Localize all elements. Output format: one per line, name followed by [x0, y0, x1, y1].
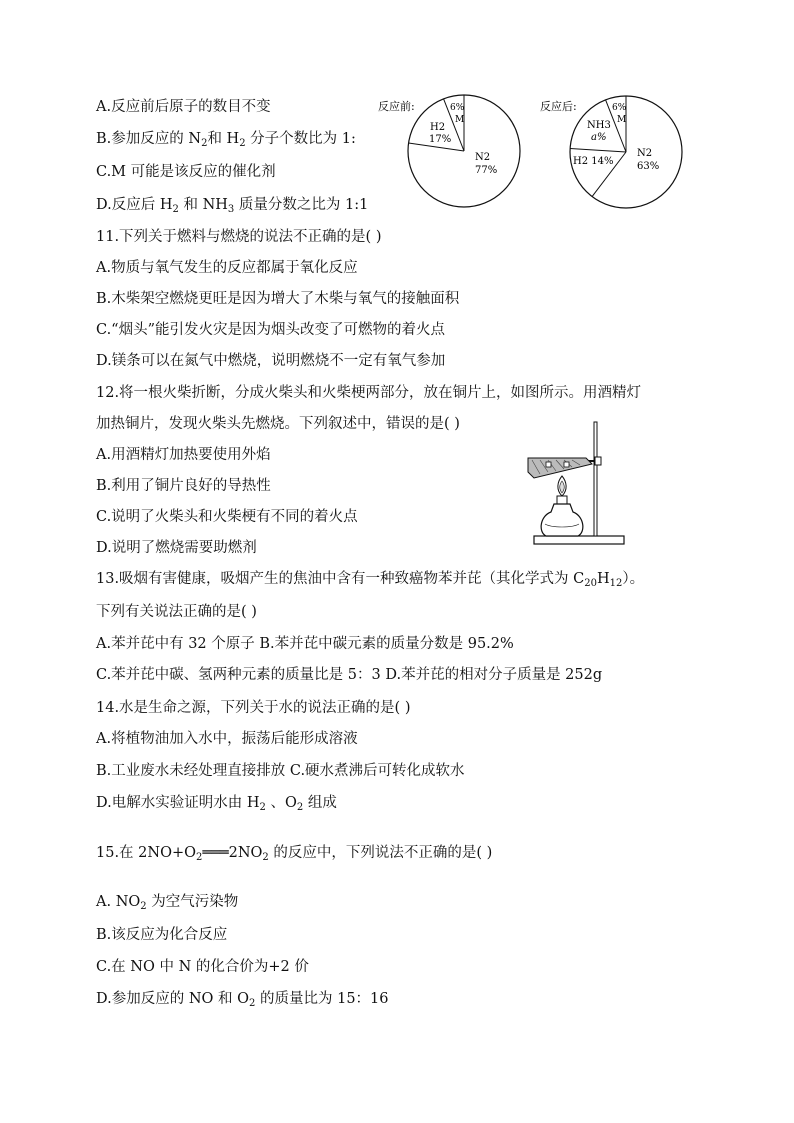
q11-option-b: B.木柴架空燃烧更旺是因为增大了木柴与氧气的接触面积	[96, 291, 460, 307]
pie-before-h2-pct: 17%	[429, 134, 452, 145]
pie-after-n2-label: N2	[637, 148, 653, 159]
q15-option-a: A. $NO_2$ 为空气污染物	[96, 894, 239, 912]
stand-rod	[594, 422, 597, 536]
lamp-wick-holder	[557, 496, 567, 504]
q11-option-c: C.“烟头”能引发火灾是因为烟头改变了可燃物的着火点	[96, 322, 446, 338]
alcohol-lamp-apparatus	[526, 420, 630, 548]
q15-option-b: B.该反应为化合反应	[96, 927, 228, 943]
pie-after-n2-pct: 63%	[637, 161, 660, 172]
q10-option-c: C.M 可能是该反应的催化剂	[96, 164, 276, 180]
pie-before-title: 反应前:	[378, 100, 415, 113]
q14-option-d: D.电解水实验证明水由 $H_2$ 、$O_2$ 组成	[96, 795, 337, 813]
q13-stem-line2: 下列有关说法正确的是( )	[96, 604, 257, 620]
q14-option-a: A.将植物油加入水中，振荡后能形成溶液	[96, 731, 358, 747]
reaction-pie-figure	[372, 94, 702, 216]
match-head	[546, 462, 551, 467]
q13-options-cd: C.苯并芘中碳、氢两种元素的质量比是 5：3 D.苯并芘的相对分子质量是 252g	[96, 667, 603, 683]
pie-before-m-label: M	[455, 115, 465, 125]
q10-option-b: B.参加反应的 $N_2$和 $H_2$ 分子个数比为 1:	[96, 131, 356, 149]
q11-option-d: D.镁条可以在氮气中燃烧，说明燃烧不一定有氧气参加	[96, 353, 446, 369]
pie-after-nh3-pct: a%	[591, 132, 607, 143]
q12-stem-line1: 12.将一根火柴折断，分成火柴头和火柴梗两部分，放在铜片上，如图所示。用酒精灯	[96, 385, 642, 401]
q15-option-d: D.参加反应的 NO 和 $O_2$ 的质量比为 15：16	[96, 991, 389, 1009]
pie-before-n2-label: N2	[475, 152, 491, 163]
pie-after-m-pct: 6%	[612, 103, 627, 113]
q12-option-d: D.说明了燃烧需要助燃剂	[96, 540, 257, 556]
q13-stem-line1: 13.吸烟有害健康，吸烟产生的焦油中含有一种致癌物苯并芘（其化学式为 $C_{20}H_{12}$）。	[96, 571, 645, 589]
q12-option-c: C.说明了火柴头和火柴梗有不同的着火点	[96, 509, 358, 525]
pie-after-nh3-label: NH3	[587, 120, 611, 131]
pie-after-title: 反应后:	[540, 100, 577, 113]
q15-stem: 15.在 $2NO+O_2═══2NO_2$ 的反应中，下列说法不正确的是( )	[96, 845, 493, 863]
equals-sign: ═══	[202, 845, 229, 861]
q13-options-ab: A.苯并芘中有 32 个原子 B.苯并芘中碳元素的质量分数是 95.2%	[96, 636, 514, 652]
q14-options-bc: B.工业废水未经处理直接排放 C.硬水煮沸后可转化成软水	[96, 763, 465, 779]
q14-stem: 14.水是生命之源，下列关于水的说法正确的是( )	[96, 700, 411, 716]
q12-option-b: B.利用了铜片良好的导热性	[96, 478, 271, 494]
q15-option-c: C.在 NO 中 N 的化合价为+2 价	[96, 959, 309, 975]
q10-option-a: A.反应前后原子的数目不变	[96, 99, 271, 115]
pie-before-m-pct: 6%	[450, 103, 465, 113]
q12-option-a: A.用酒精灯加热要使用外焰	[96, 447, 271, 463]
copper-sheet	[528, 458, 592, 478]
q10-option-d: D.反应后 $H_2$ 和 $NH_3$ 质量分数之比为 1:1	[96, 197, 369, 215]
q12-stem-line2: 加热铜片，发现火柴头先燃烧。下列叙述中，错误的是( )	[96, 416, 460, 432]
stand-base	[534, 536, 624, 544]
match-stick	[564, 462, 569, 467]
pie-before-h2-label: H2	[430, 122, 446, 133]
clamp-knob	[595, 457, 601, 465]
pie-after-m-label: M	[617, 115, 627, 125]
pie-after-h2-label: H2 14%	[573, 156, 614, 167]
pie-before-n2-pct: 77%	[475, 165, 498, 176]
alcohol-lamp-body	[541, 504, 583, 536]
q11-stem: 11.下列关于燃料与燃烧的说法不正确的是( )	[96, 229, 382, 245]
q11-option-a: A.物质与氧气发生的反应都属于氧化反应	[96, 260, 358, 276]
